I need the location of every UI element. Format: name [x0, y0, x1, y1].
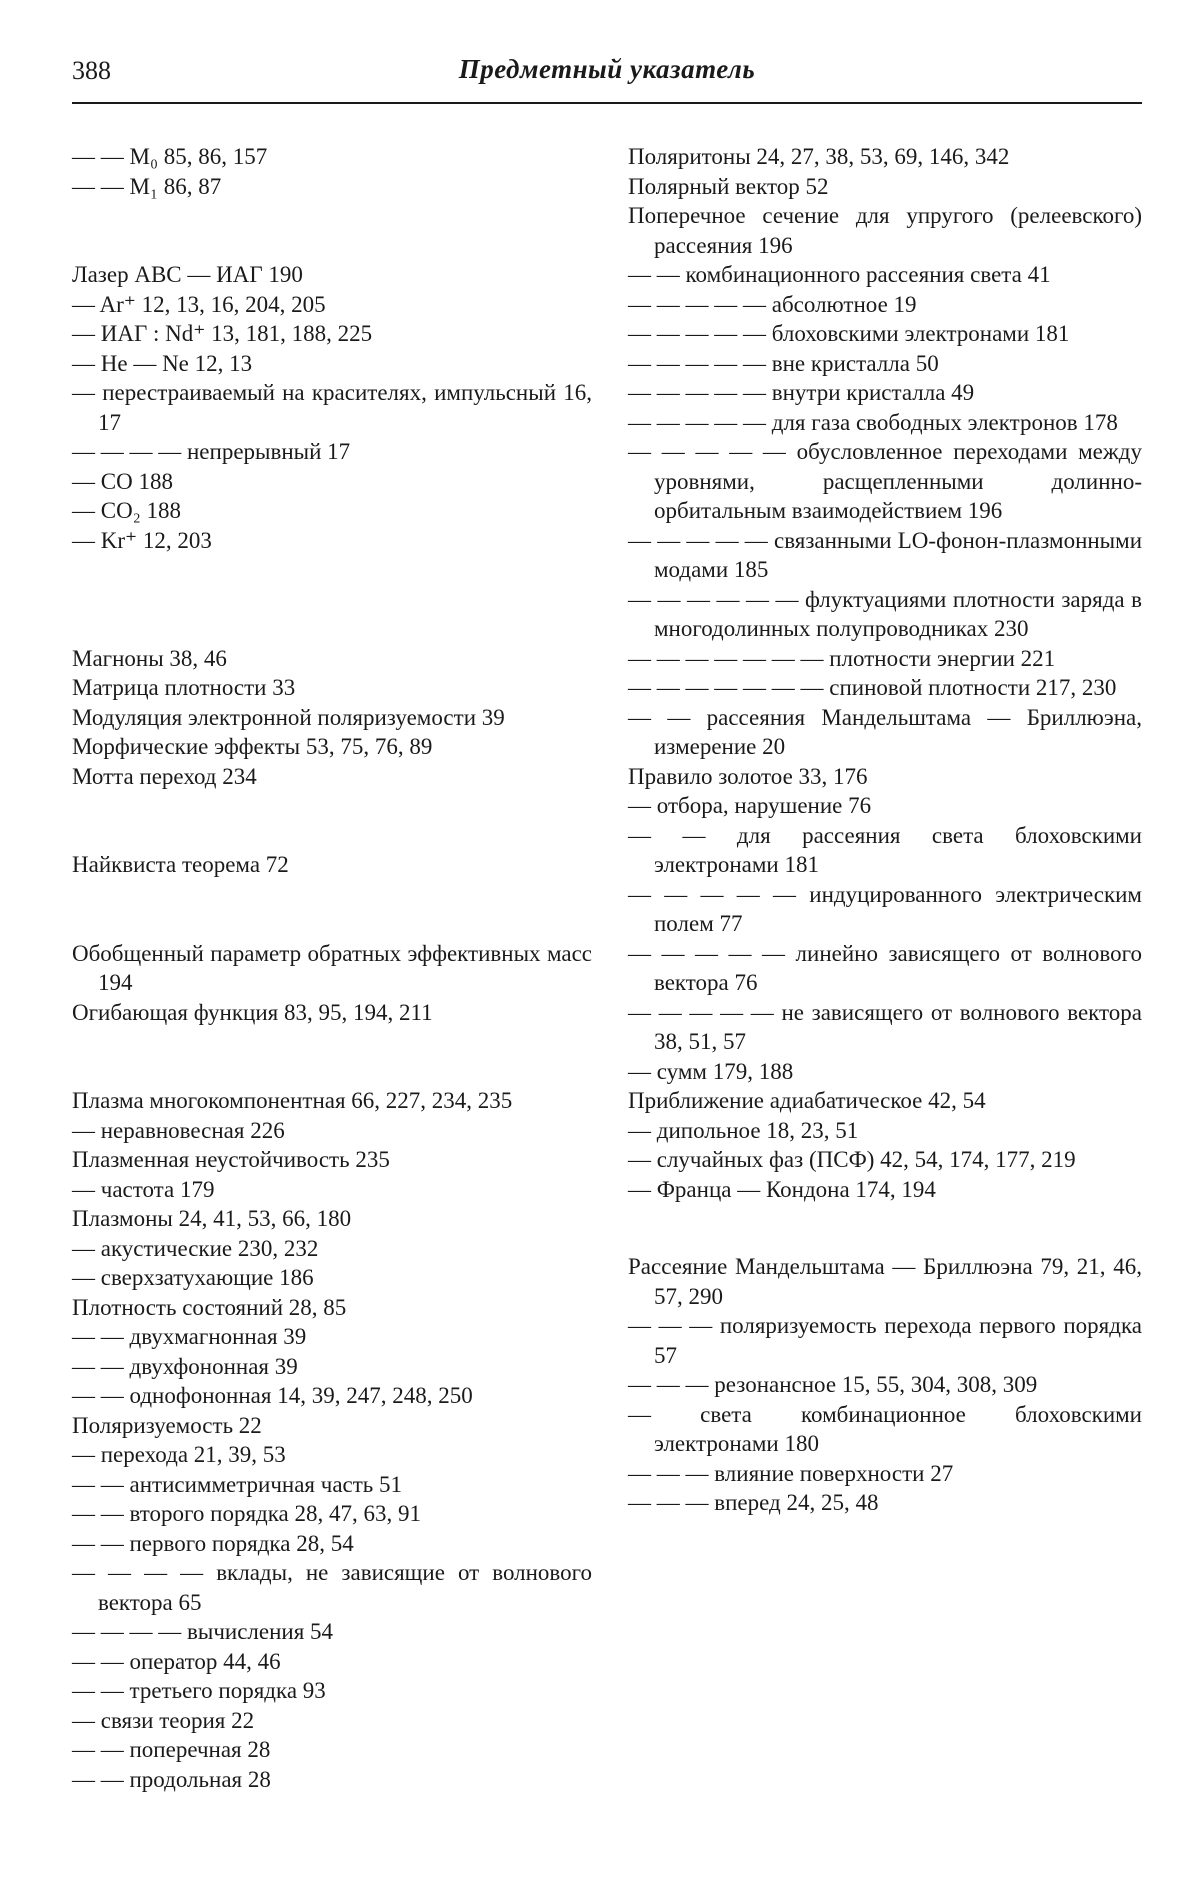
- index-entry: — сумм 179, 188: [628, 1058, 794, 1084]
- index-entry: — частота 179: [72, 1176, 215, 1202]
- section-gap: [72, 201, 592, 260]
- index-entry: — ИАГ : Nd⁺ 13, 181, 188, 225: [72, 321, 373, 346]
- index-entry: — — — — — — — плотности энергии 221: [628, 645, 1056, 671]
- index-column-right: [628, 142, 1142, 1518]
- index-entry: — — — — — вне кристалла 50: [628, 350, 939, 376]
- index-entry: Полярный вектор 52: [628, 173, 829, 199]
- index-entry: — акустические 230, 232: [72, 1235, 319, 1261]
- index-entry: — — однофононная 14, 39, 247, 248, 250: [72, 1383, 473, 1408]
- index-entry: — случайных фаз (ПСФ) 42, 54, 174, 177, 219: [628, 1147, 1076, 1172]
- index-entry: — CO₂ 188: [72, 498, 181, 523]
- index-entry: — — — поляризуемость перехода первого порядка 57: [628, 1313, 1142, 1368]
- section-gap: [72, 1027, 592, 1086]
- index-entry: — — — — — обусловленное переходами между уровнями, расщепленными долинно-орбитальным взаимодействием 196: [628, 439, 1142, 523]
- index-entry: — — продольная 28: [72, 1766, 271, 1792]
- index-entry: — He — Ne 12, 13: [72, 350, 253, 376]
- index-entry: Поляритоны 24, 27, 38, 53, 69, 146, 342: [628, 144, 1010, 169]
- index-entry: — — — — — не зависящего от волнового вектора 38, 51, 57: [628, 999, 1142, 1054]
- index-entry: Рассеяние Мандельштама — Бриллюэна 79, 21, 46, 57, 290: [628, 1254, 1142, 1309]
- index-entry: — — — — — внутри кристалла 49: [628, 380, 975, 405]
- index-entry: — — — — — связанными LO-фонон-плазмонными модами 185: [628, 527, 1142, 582]
- index-entry: Мотта переход 234: [72, 763, 257, 789]
- index-column-left: [72, 142, 592, 1794]
- index-entry: — — — — — линейно зависящего от волнового вектора 76: [628, 940, 1142, 995]
- index-entry: — — поперечная 28: [72, 1737, 271, 1762]
- index-entry: Поперечное сечение для упругого (релеевского) рассеяния 196: [628, 203, 1142, 258]
- index-entry: — сверхзатухающие 186: [72, 1265, 314, 1290]
- index-entry: — света комбинационное блоховскими электронами 180: [628, 1401, 1142, 1456]
- index-entry: — — — — — блоховскими электронами 181: [628, 321, 1070, 346]
- index-entry: — — — вперед 24, 25, 48: [628, 1490, 879, 1515]
- section-gap: [628, 1204, 1142, 1252]
- index-entry: Плотность состояний 28, 85: [72, 1294, 347, 1320]
- index-entry: — — — — — абсолютное 19: [628, 291, 917, 317]
- index-entry: — перехода 21, 39, 53: [72, 1442, 286, 1467]
- index-entry: — — двухмагнонная 39: [72, 1324, 307, 1349]
- index-entry: — — — — вычисления 54: [72, 1619, 334, 1644]
- index-entry: Модуляция электронной поляризуемости 39: [72, 704, 505, 730]
- index-entry: — — M₀ 85, 86, 157: [72, 144, 268, 169]
- index-entry: — — антисимметричная часть 51: [72, 1471, 403, 1497]
- index-entry: Обобщенный параметр обратных эффективных масс 194: [72, 940, 592, 995]
- index-entry: — — — — — индуцированного электрическим полем 77: [628, 881, 1142, 936]
- index-entry: Плазма многокомпонентная 66, 227, 234, 235: [72, 1088, 513, 1113]
- index-entry: — — — влияние поверхности 27: [628, 1460, 954, 1486]
- index-entry: Найквиста теорема 72: [72, 852, 289, 877]
- index-entry: — — комбинационного рассеяния света 41: [628, 262, 1051, 287]
- index-entry: — CO 188: [72, 468, 173, 494]
- index-entry: — — рассеяния Мандельштама — Бриллюэна, измерение 20: [628, 704, 1142, 759]
- index-entry: — Франца — Кондона 174, 194: [628, 1176, 936, 1202]
- running-title: Предметный указатель: [458, 54, 756, 84]
- index-entry: Приближение адиабатическое 42, 54: [628, 1088, 986, 1113]
- section-gap: [72, 614, 592, 644]
- index-entry: Плазмоны 24, 41, 53, 66, 180: [72, 1206, 352, 1231]
- page-number: 388: [72, 56, 111, 85]
- index-entry: — — третьего порядка 93: [72, 1678, 326, 1703]
- index-entry: Лазер ABC — ИАГ 190: [72, 262, 303, 287]
- index-entry: Магноны 38, 46: [72, 645, 227, 671]
- index-entry: Правило золотое 33, 176: [628, 763, 868, 789]
- index-entry: — — — — — — флуктуациями плотности заряда в многодолинных полупроводниках 230: [628, 586, 1142, 641]
- index-entry: — — оператор 44, 46: [72, 1648, 281, 1674]
- index-entry: — — — — вклады, не зависящие от волнового вектора 65: [72, 1560, 592, 1615]
- index-entry: — Ar⁺ 12, 13, 16, 204, 205: [72, 291, 326, 317]
- index-entry: — связи теория 22: [72, 1707, 255, 1733]
- index-entry: Огибающая функция 83, 95, 194, 211: [72, 999, 433, 1025]
- page-header: [72, 52, 1142, 104]
- index-entry: — — M₁ 86, 87: [72, 173, 222, 199]
- index-entry: Поляризуемость 22: [72, 1412, 262, 1438]
- index-entry: — — для рассеяния света блоховскими электронами 181: [628, 822, 1142, 877]
- index-entry: — перестраиваемый на красителях, импульсный 16, 17: [72, 380, 592, 435]
- index-entry: — — первого порядка 28, 54: [72, 1530, 354, 1556]
- index-entry: — — — — непрерывный 17: [72, 439, 351, 464]
- index-entry: — — двухфононная 39: [72, 1353, 298, 1379]
- index-entry: — — второго порядка 28, 47, 63, 91: [72, 1501, 422, 1526]
- index-entry: — Kr⁺ 12, 203: [72, 527, 212, 553]
- section-gap: [72, 791, 592, 850]
- index-entry: Матрица плотности 33: [72, 675, 296, 700]
- index-entry: — — — — — для газа свободных электронов 178: [628, 409, 1118, 435]
- index-entry: Морфические эффекты 53, 75, 76, 89: [72, 734, 433, 759]
- index-entry: — неравновесная 226: [72, 1117, 285, 1143]
- index-entry: — отбора, нарушение 76: [628, 793, 872, 818]
- index-entry: — — — резонансное 15, 55, 304, 308, 309: [628, 1372, 1038, 1397]
- section-gap: [72, 880, 592, 939]
- index-entry: — — — — — — — спиновой плотности 217, 230: [628, 675, 1117, 700]
- index-entry: Плазменная неустойчивость 235: [72, 1147, 390, 1172]
- section-gap: [72, 555, 592, 614]
- index-entry: — дипольное 18, 23, 51: [628, 1117, 859, 1143]
